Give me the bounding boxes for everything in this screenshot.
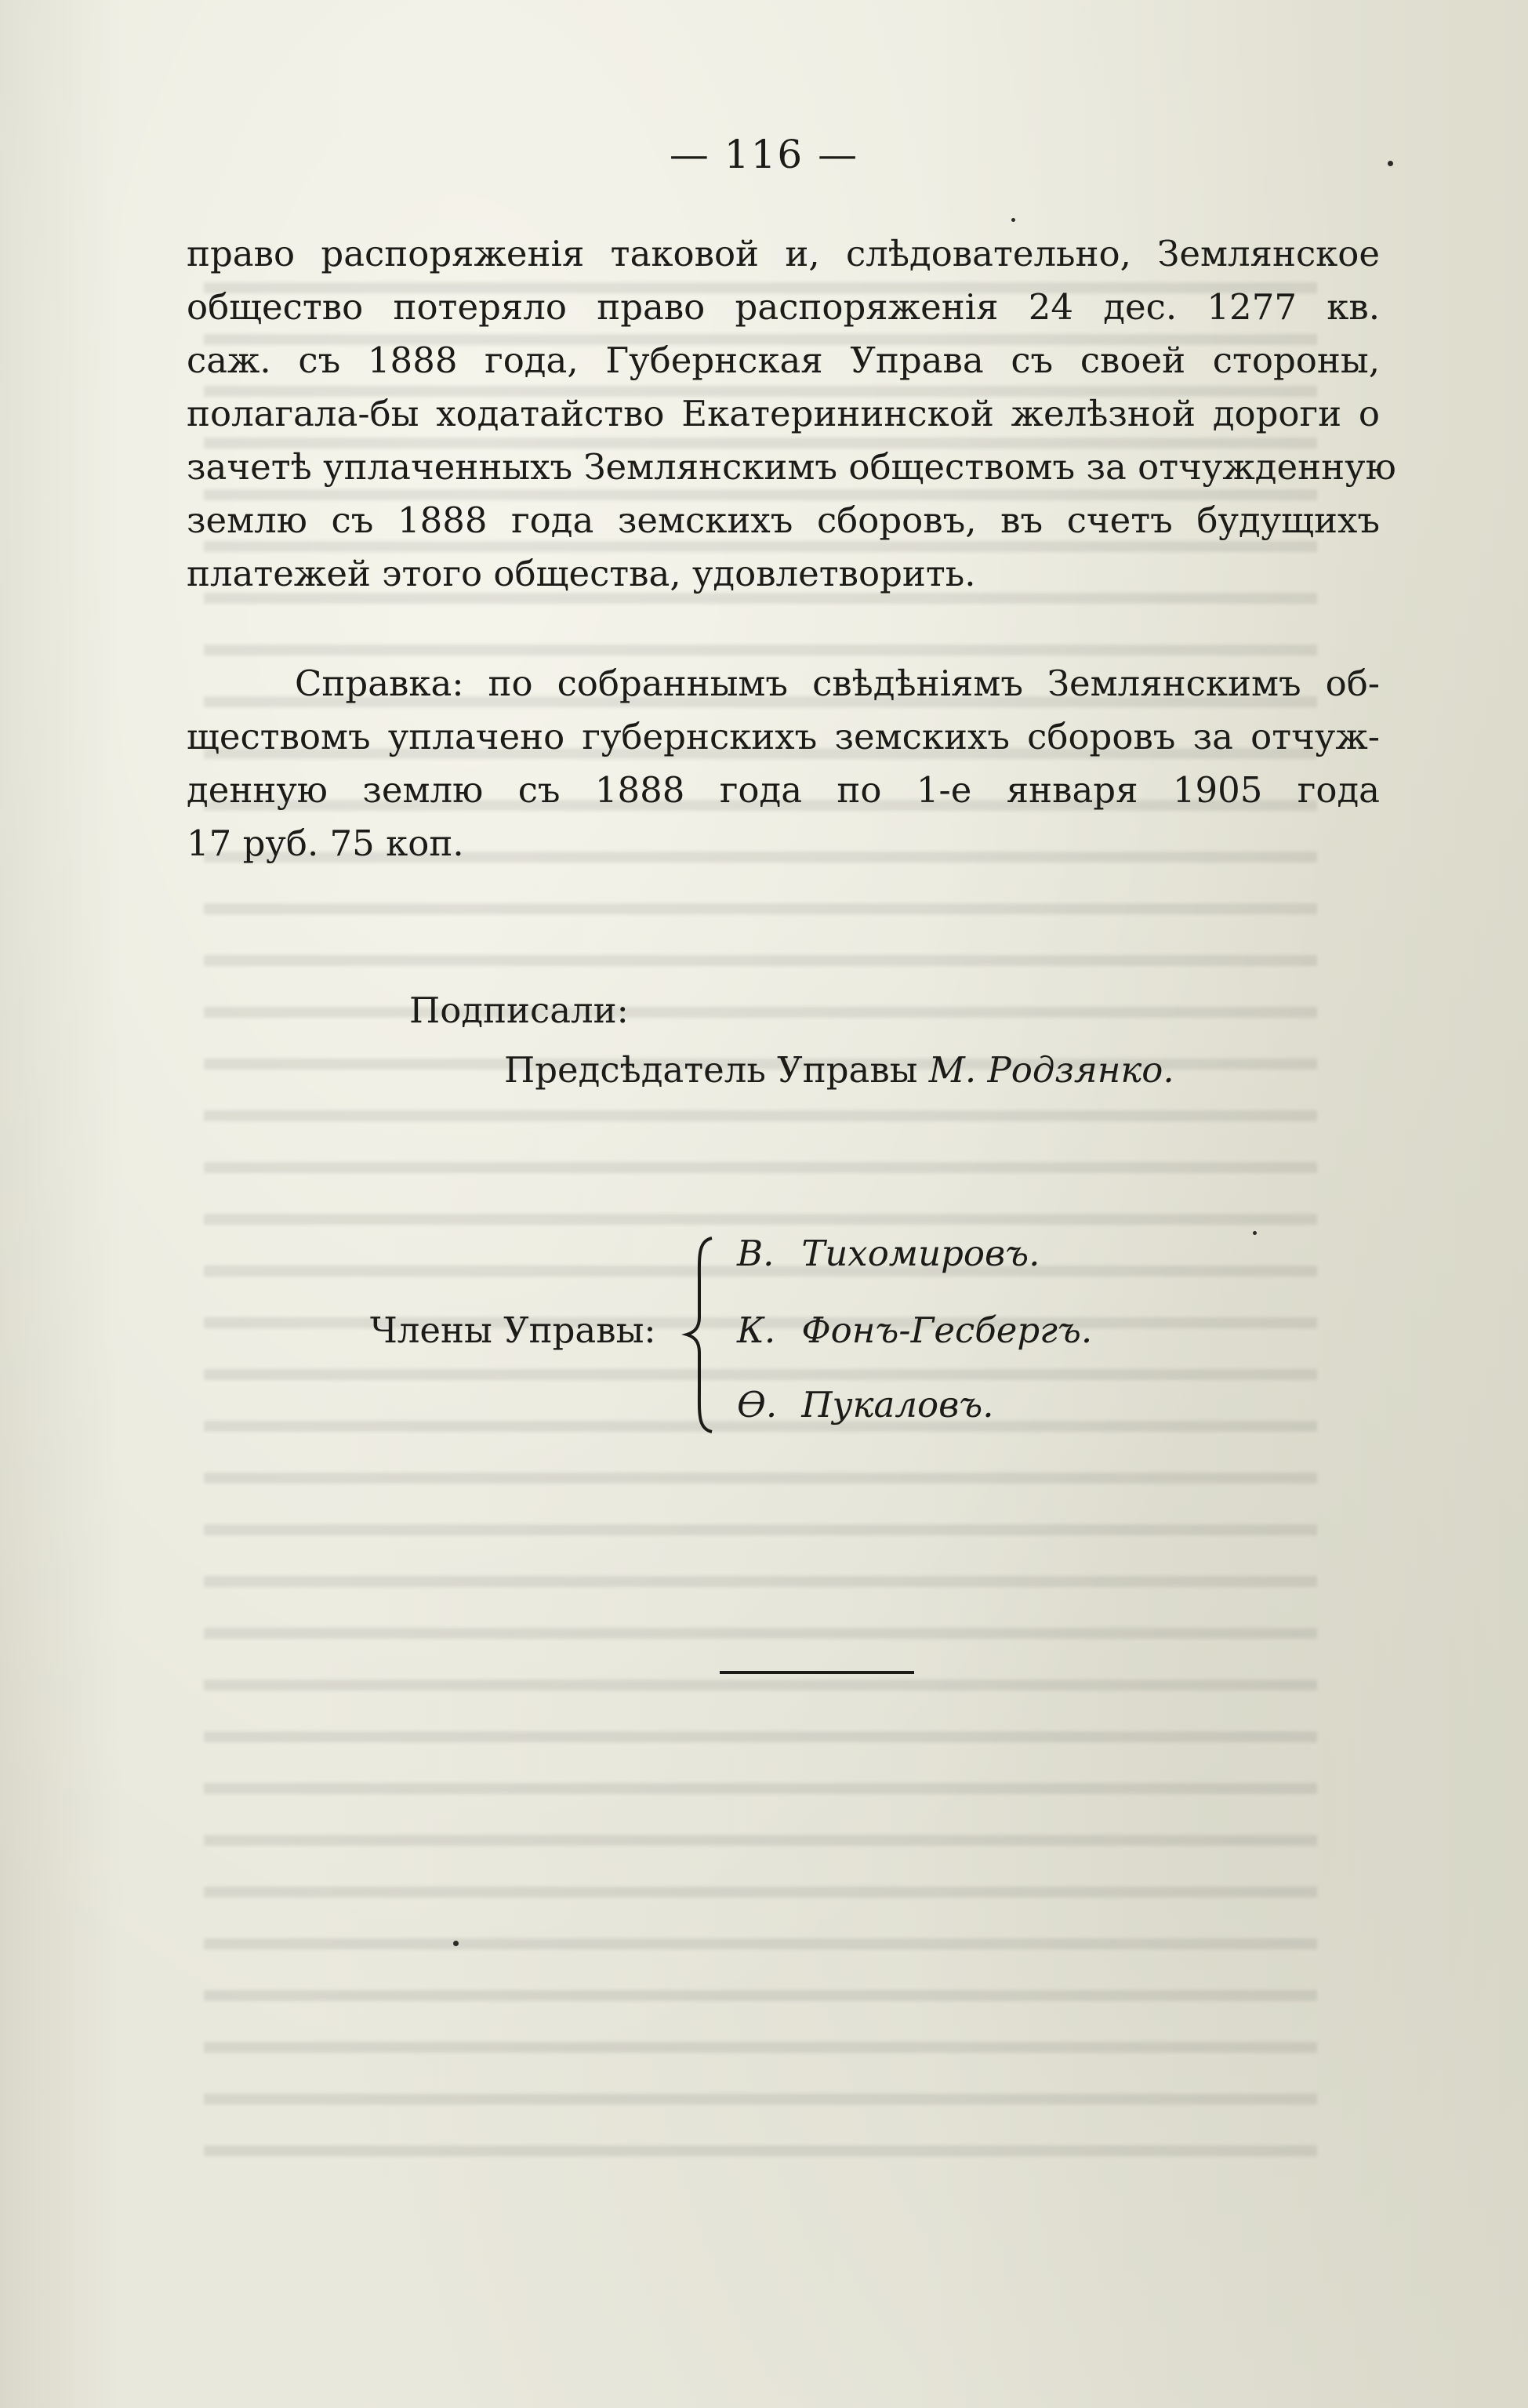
ink-speck (453, 1941, 459, 1946)
ink-speck (1388, 161, 1393, 166)
text-line: Справка: по собраннымъ свѣдѣніямъ Землянскимъ об- (295, 663, 1380, 704)
text-line: полагала-бы ходатайство Екатерининской желѣзной дороги о (187, 393, 1380, 434)
chairman-signature (504, 1049, 1174, 1091)
text-line: ществомъ уплачено губернскихъ земскихъ сборовъ за отчуж- (187, 716, 1380, 757)
members-label: Члены Управы: (370, 1309, 656, 1351)
member-surname: Фонъ-Гесбергъ. (801, 1309, 1093, 1351)
chairman-title: Предсѣдатель Управы (504, 1049, 918, 1091)
member-initial: В. (737, 1233, 775, 1274)
text-line: саж. съ 1888 года, Губернская Управа съ своей стороны, (187, 340, 1380, 381)
text-line: общество потеряло право распоряженія 24 дес. 1277 кв. (187, 286, 1380, 328)
page-number: — 116 — (669, 132, 859, 177)
chairman-name: М. Родзянко. (928, 1049, 1174, 1091)
member-surname: Тихомировъ. (801, 1233, 1040, 1274)
member-surname: Пукаловъ. (801, 1384, 994, 1426)
curly-brace-icon (681, 1235, 728, 1435)
member-signature (737, 1233, 1040, 1274)
text-line: 17 руб. 75 коп. (187, 823, 464, 864)
ink-speck (1253, 1231, 1257, 1235)
paragraph-resolution (187, 227, 1396, 601)
closing-rule (720, 1671, 914, 1674)
text-line: землю съ 1888 года земскихъ сборовъ, въ счетъ будущихъ (187, 499, 1380, 541)
text-line: право распоряженія таковой и, слѣдовательно, Землянское (187, 233, 1380, 274)
text-line: платежей этого общества, удовлетворить. (187, 553, 976, 594)
paragraph-reference (187, 657, 1380, 870)
member-signature (737, 1384, 994, 1426)
member-initial: К. (737, 1309, 776, 1351)
member-initial: Ѳ. (737, 1384, 778, 1426)
ink-speck (1011, 218, 1015, 222)
member-signature (737, 1309, 1092, 1351)
text-line: денную землю съ 1888 года по 1-е января 1905 года (187, 769, 1380, 811)
text-line: зачетѣ уплаченныхъ Землянскимъ обществомъ за отчужденную (187, 446, 1396, 488)
signed-label: Подписали: (409, 990, 629, 1031)
